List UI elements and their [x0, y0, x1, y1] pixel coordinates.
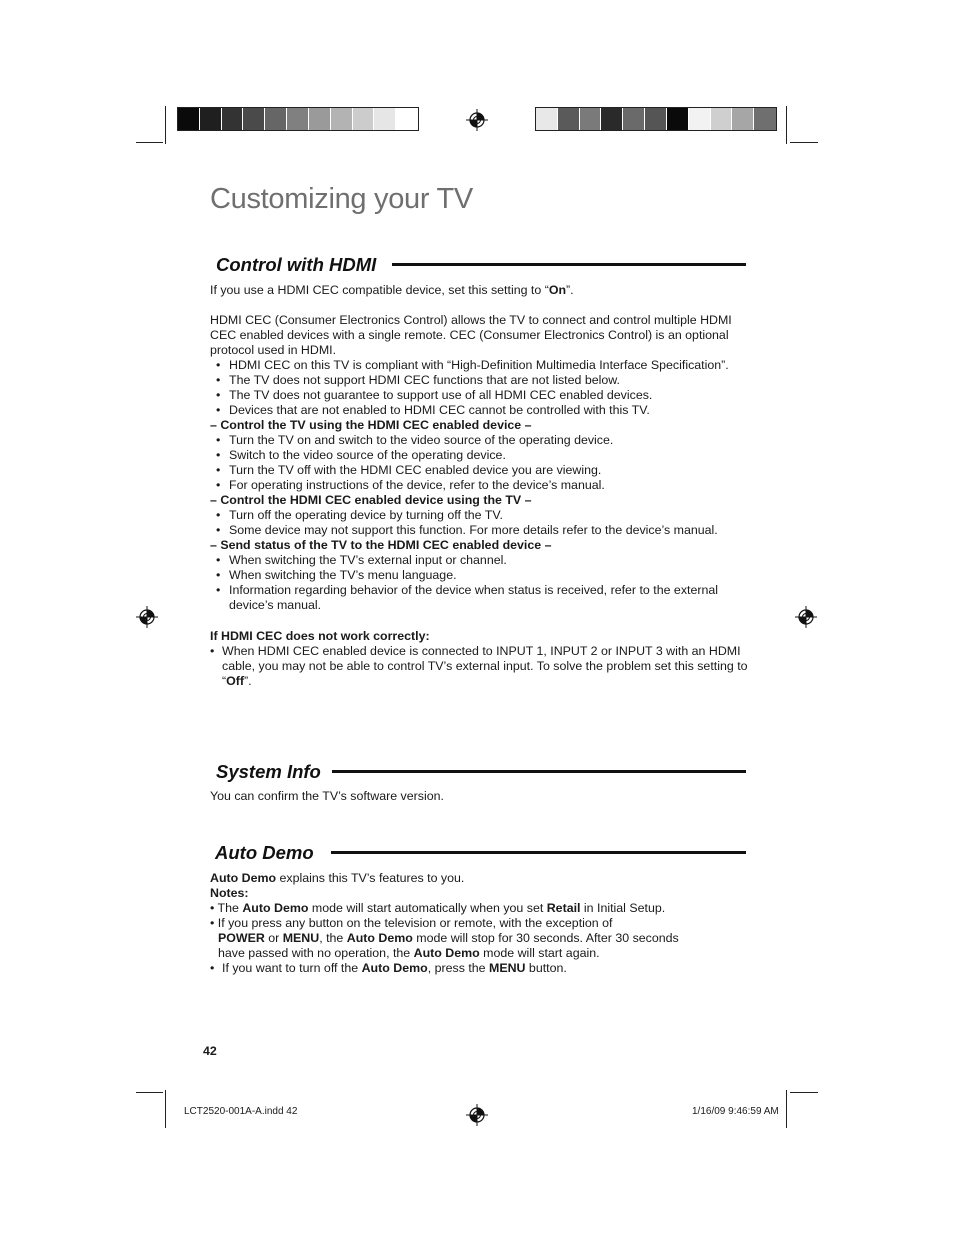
color-swatch: [222, 108, 244, 130]
color-swatch: [580, 108, 602, 130]
list-item: • The TV does not guarantee to support use of all HDMI CEC enabled devices.: [210, 388, 750, 403]
color-swatch: [667, 108, 689, 130]
list-item: • When switching the TV’s menu language.: [210, 568, 750, 583]
color-swatch: [374, 108, 396, 130]
list-item: • HDMI CEC on this TV is compliant with “High-Definition Multimedia Interface Specification”.: [210, 358, 750, 373]
section-heading-system-info: [216, 761, 746, 783]
note-3-list: [210, 961, 750, 976]
color-swatch: [396, 108, 418, 130]
list-item: • Information regarding behavior of the device when status is received, refer to the external device’s manual.: [210, 583, 750, 613]
color-swatch: [243, 108, 265, 130]
page-title: Customizing your TV: [210, 183, 473, 215]
hdmi-bullet-list: [210, 358, 750, 418]
color-swatch: [331, 108, 353, 130]
crop-mark: [165, 1090, 166, 1128]
list-item: • Turn the TV off with the HDMI CEC enabled device you are viewing.: [210, 463, 750, 478]
footer-file-name: LCT2520-001A-A.indd 42: [184, 1106, 298, 1117]
list-item: • When HDMI CEC enabled device is connected to INPUT 1, INPUT 2 or INPUT 3 with an HDMI cable, you may not be able to control TV’s external input. To solve the problem set this setting to “Off”.: [210, 644, 750, 689]
crop-mark: [165, 106, 166, 144]
hdmi-section-body: [210, 283, 750, 689]
note-1: • The Auto Demo mode will start automatically when you set Retail in Initial Setup.: [210, 901, 666, 915]
list-item: • Some device may not support this function. For more details refer to the device’s manual.: [210, 523, 750, 538]
crop-mark: [790, 142, 818, 143]
hdmi-intro: If you use a HDMI CEC compatible device, set this setting to “On”.: [210, 283, 574, 297]
system-info-text: You can confirm the TV’s software version.: [210, 789, 444, 803]
color-swatch: [732, 108, 754, 130]
color-swatch: [265, 108, 287, 130]
color-swatch: [309, 108, 331, 130]
color-swatch: [689, 108, 711, 130]
crop-mark: [136, 1092, 163, 1093]
sub2-bullet-list: [210, 508, 750, 538]
color-swatch: [536, 108, 558, 130]
color-swatch: [558, 108, 580, 130]
hdmi-description: HDMI CEC (Consumer Electronics Control) allows the TV to connect and control multiple HDMI CEC enabled devices with a single remote. CEC (Consumer Electronics Control) is an optional protocol used in HDMI.: [210, 313, 732, 357]
subsection-title: – Send status of the TV to the HDMI CEC enabled device –: [210, 538, 552, 552]
color-swatch: [645, 108, 667, 130]
list-item: • When switching the TV’s external input or channel.: [210, 553, 750, 568]
section-heading-hdmi: [216, 254, 746, 276]
list-item: • Turn off the operating device by turning off the TV.: [210, 508, 750, 523]
section-title: Control with HDMI: [216, 254, 386, 276]
crop-mark: [790, 1092, 818, 1093]
note-2: • If you press any button on the television or remote, with the exception of: [210, 916, 613, 930]
registration-mark-icon: [466, 1104, 488, 1126]
registration-mark-icon: [795, 606, 817, 628]
list-item: • The TV does not support HDMI CEC functions that are not listed below.: [210, 373, 750, 388]
list-item: • Turn the TV on and switch to the video source of the operating device.: [210, 433, 750, 448]
crop-mark: [786, 106, 787, 144]
section-title: System Info: [216, 761, 331, 783]
registration-mark-icon: [466, 109, 488, 131]
list-item: • Devices that are not enabled to HDMI CEC cannot be controlled with this TV.: [210, 403, 750, 418]
subsection-title: – Control the HDMI CEC enabled device using the TV –: [210, 493, 532, 507]
subsection-title: – Control the TV using the HDMI CEC enabled device –: [210, 418, 532, 432]
color-swatch: [200, 108, 222, 130]
color-swatch: [178, 108, 200, 130]
color-swatch: [711, 108, 733, 130]
auto-demo-intro: Auto Demo explains this TV’s features to you.: [210, 871, 465, 885]
color-swatch: [601, 108, 623, 130]
crop-mark: [136, 142, 163, 143]
registration-mark-icon: [136, 606, 158, 628]
trouble-list: [210, 644, 750, 689]
sub3-bullet-list: [210, 553, 750, 613]
list-item: • Switch to the video source of the operating device.: [210, 448, 750, 463]
page-number: 42: [203, 1044, 217, 1058]
note-2-cont: POWER or MENU, the Auto Demo mode will stop for 30 seconds. After 30 seconds: [218, 931, 679, 945]
heading-rule: [392, 263, 746, 266]
color-swatch: [754, 108, 776, 130]
note-2-cont: have passed with no operation, the Auto Demo mode will start again.: [218, 946, 600, 960]
list-item: • For operating instructions of the device, refer to the device’s manual.: [210, 478, 750, 493]
notes-title: Notes:: [210, 886, 249, 900]
section-heading-auto-demo: [215, 842, 746, 864]
color-bar-left: [177, 107, 419, 131]
footer-timestamp: 1/16/09 9:46:59 AM: [692, 1106, 779, 1117]
list-item: • If you want to turn off the Auto Demo, press the MENU button.: [210, 961, 750, 976]
color-swatch: [353, 108, 375, 130]
sub1-bullet-list: [210, 433, 750, 493]
trouble-title: If HDMI CEC does not work correctly:: [210, 629, 430, 643]
color-swatch: [623, 108, 645, 130]
heading-rule: [331, 851, 746, 854]
heading-rule: [332, 770, 746, 773]
color-bar-right: [535, 107, 777, 131]
section-title: Auto Demo: [215, 842, 324, 864]
color-swatch: [287, 108, 309, 130]
crop-mark: [786, 1090, 787, 1128]
auto-demo-body: [210, 871, 750, 976]
